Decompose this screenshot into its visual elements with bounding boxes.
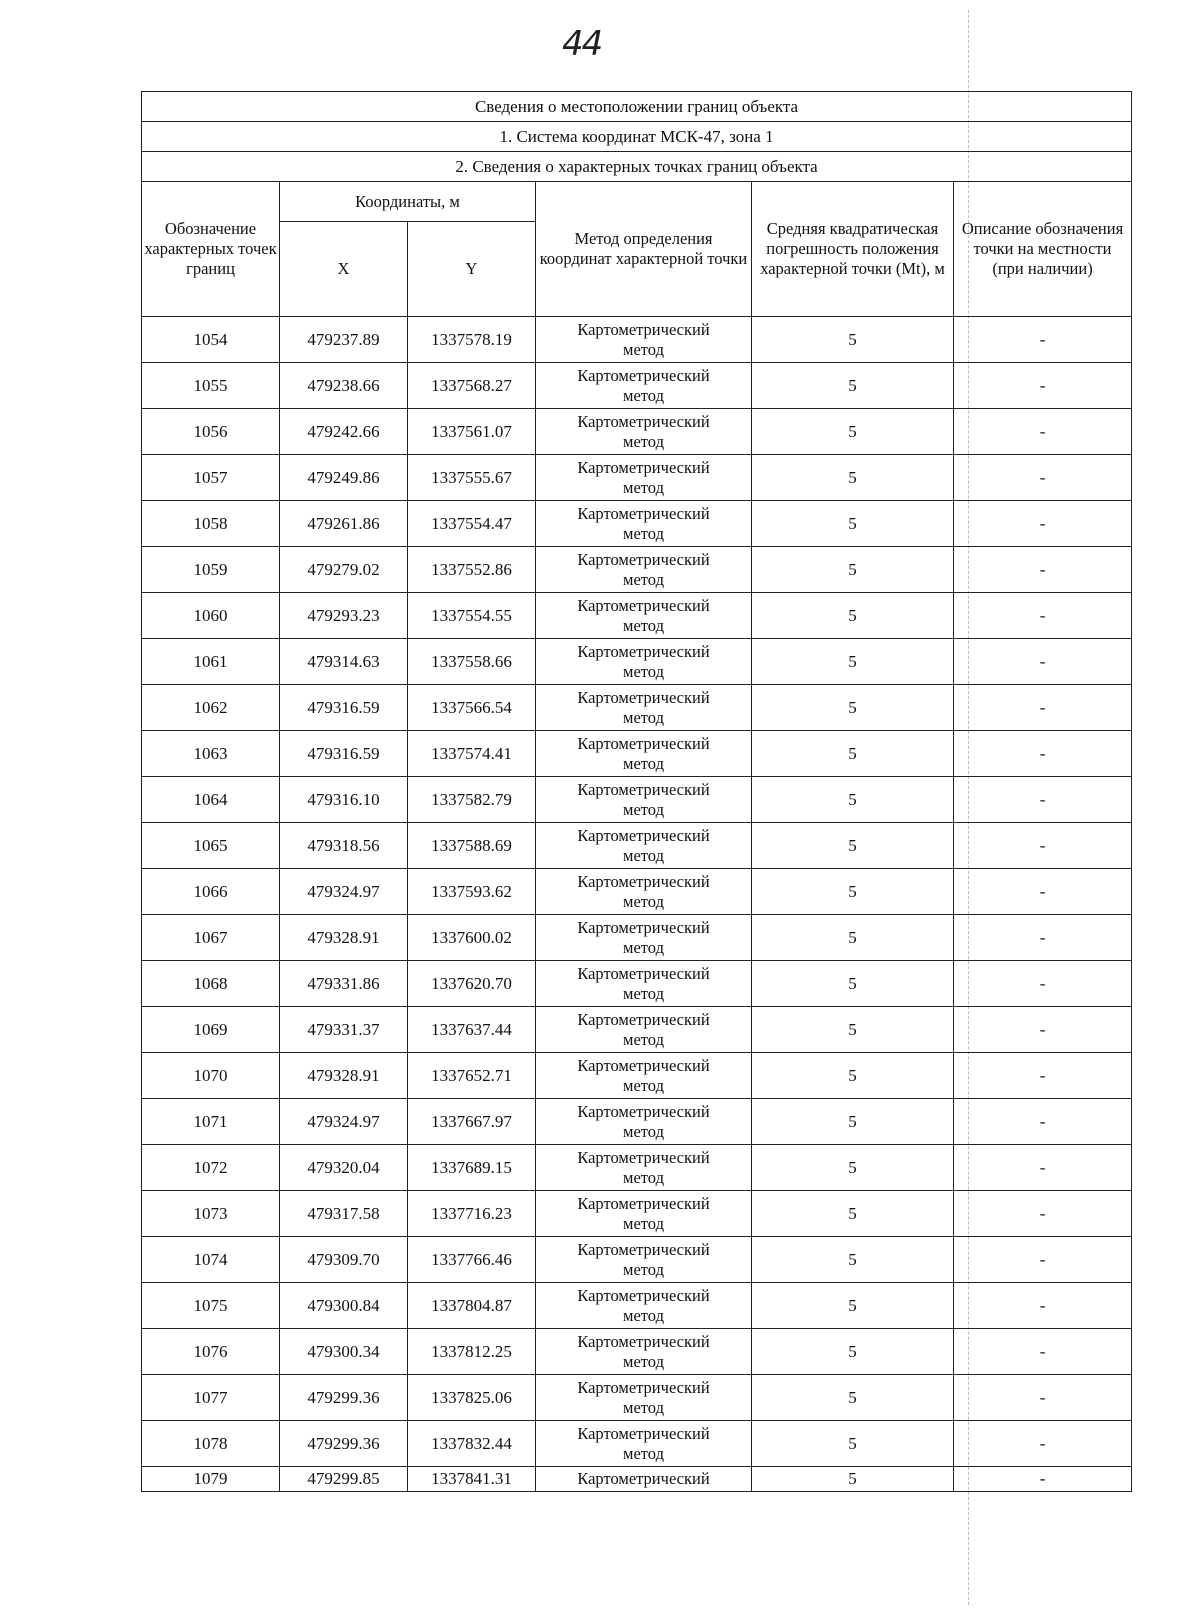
table-row <box>142 1099 1132 1145</box>
method-line-2: метод <box>623 1351 664 1371</box>
cell-method <box>536 823 752 869</box>
cell-error: 5 <box>752 961 954 1007</box>
cell-error: 5 <box>752 1375 954 1421</box>
cell-error: 5 <box>752 317 954 363</box>
cell-point-id: 1059 <box>142 547 280 593</box>
method-line-1: Картометрический <box>577 549 710 569</box>
cell-x: 479316.59 <box>280 685 408 731</box>
cell-description: - <box>954 1053 1132 1099</box>
cell-error: 5 <box>752 869 954 915</box>
cell-point-id: 1073 <box>142 1191 280 1237</box>
cell-error: 5 <box>752 685 954 731</box>
cell-y: 1337554.55 <box>408 593 536 639</box>
cell-description: - <box>954 823 1132 869</box>
table-row <box>142 915 1132 961</box>
method-line-2: метод <box>623 983 664 1003</box>
cell-point-id: 1064 <box>142 777 280 823</box>
cell-method <box>536 639 752 685</box>
cell-x: 479237.89 <box>280 317 408 363</box>
cell-x: 479299.85 <box>280 1467 408 1492</box>
cell-point-id: 1056 <box>142 409 280 455</box>
cell-error: 5 <box>752 547 954 593</box>
cell-x: 479331.86 <box>280 961 408 1007</box>
table-row <box>142 501 1132 547</box>
method-line-2: метод <box>623 707 664 727</box>
cell-point-id: 1069 <box>142 1007 280 1053</box>
table-row <box>142 869 1132 915</box>
table-row <box>142 823 1132 869</box>
cell-y: 1337667.97 <box>408 1099 536 1145</box>
cell-error: 5 <box>752 1191 954 1237</box>
cell-y: 1337825.06 <box>408 1375 536 1421</box>
cell-method <box>536 1099 752 1145</box>
cell-error: 5 <box>752 915 954 961</box>
cell-error: 5 <box>752 1053 954 1099</box>
cell-point-id: 1062 <box>142 685 280 731</box>
cell-y: 1337689.15 <box>408 1145 536 1191</box>
method-line-1: Картометрический <box>577 917 710 937</box>
method-line-2: метод <box>623 753 664 773</box>
cell-error: 5 <box>752 1007 954 1053</box>
cell-description: - <box>954 409 1132 455</box>
cell-x: 479316.59 <box>280 731 408 777</box>
table-row <box>142 777 1132 823</box>
cell-method <box>536 1283 752 1329</box>
cell-description: - <box>954 869 1132 915</box>
method-line-2: метод <box>623 477 664 497</box>
cell-x: 479293.23 <box>280 593 408 639</box>
cell-method <box>536 869 752 915</box>
cell-y: 1337766.46 <box>408 1237 536 1283</box>
cell-point-id: 1057 <box>142 455 280 501</box>
method-line-1: Картометрический <box>577 1101 710 1121</box>
table-row <box>142 1329 1132 1375</box>
cell-point-id: 1075 <box>142 1283 280 1329</box>
header-y: Y <box>408 222 536 317</box>
cell-x: 479299.36 <box>280 1375 408 1421</box>
cell-method <box>536 1375 752 1421</box>
cell-x: 479249.86 <box>280 455 408 501</box>
boundary-points-table <box>141 91 1132 1492</box>
section-title: 2. Сведения о характерных точках границ объекта <box>142 152 1132 182</box>
method-line-1: Картометрический <box>577 1285 710 1305</box>
cell-method <box>536 409 752 455</box>
cell-x: 479318.56 <box>280 823 408 869</box>
cell-description: - <box>954 731 1132 777</box>
cell-description: - <box>954 685 1132 731</box>
method-line-1: Картометрический <box>577 1193 710 1213</box>
method-line-2: метод <box>623 385 664 405</box>
cell-error: 5 <box>752 731 954 777</box>
cell-method <box>536 731 752 777</box>
method-line-2: метод <box>623 799 664 819</box>
method-line-2: метод <box>623 845 664 865</box>
method-line-1: Картометрический <box>577 779 710 799</box>
cell-y: 1337578.19 <box>408 317 536 363</box>
cell-point-id: 1058 <box>142 501 280 547</box>
table-title: Сведения о местоположении границ объекта <box>142 92 1132 122</box>
cell-description: - <box>954 1237 1132 1283</box>
cell-method <box>536 685 752 731</box>
table-row <box>142 961 1132 1007</box>
cell-x: 479299.36 <box>280 1421 408 1467</box>
coordinate-system-title: 1. Система координат МСК-47, зона 1 <box>142 122 1132 152</box>
cell-x: 479279.02 <box>280 547 408 593</box>
table-row <box>142 1053 1132 1099</box>
cell-y: 1337554.47 <box>408 501 536 547</box>
cell-error: 5 <box>752 593 954 639</box>
table-row <box>142 731 1132 777</box>
method-line-1: Картометрический <box>577 1423 710 1443</box>
method-line-1: Картометрический <box>577 1055 710 1075</box>
cell-x: 479316.10 <box>280 777 408 823</box>
cell-point-id: 1072 <box>142 1145 280 1191</box>
cell-y: 1337652.71 <box>408 1053 536 1099</box>
cell-x: 479242.66 <box>280 409 408 455</box>
cell-method <box>536 1329 752 1375</box>
table-row <box>142 363 1132 409</box>
method-line-1: Картометрический <box>577 871 710 891</box>
cell-description: - <box>954 1421 1132 1467</box>
cell-point-id: 1077 <box>142 1375 280 1421</box>
method-line-1: Картометрический <box>577 1377 710 1397</box>
cell-x: 479324.97 <box>280 1099 408 1145</box>
cell-y: 1337552.86 <box>408 547 536 593</box>
cell-point-id: 1078 <box>142 1421 280 1467</box>
header-error: Средняя квадратическая погрешность положения характерной точки (Mt), м <box>752 182 954 317</box>
table-row <box>142 1237 1132 1283</box>
cell-x: 479238.66 <box>280 363 408 409</box>
method-line-1: Картометрический <box>577 1239 710 1259</box>
header-coordinates: Координаты, м <box>280 182 536 222</box>
cell-x: 479314.63 <box>280 639 408 685</box>
cell-point-id: 1054 <box>142 317 280 363</box>
method-line-2: метод <box>623 569 664 589</box>
method-line-1: Картометрический <box>577 733 710 753</box>
method-line-2: метод <box>623 1443 664 1463</box>
cell-method <box>536 1053 752 1099</box>
method-line-1: Картометрический <box>577 503 710 523</box>
cell-point-id: 1066 <box>142 869 280 915</box>
cell-x: 479300.34 <box>280 1329 408 1375</box>
method-line-2: метод <box>623 1029 664 1049</box>
method-line-2: метод <box>623 891 664 911</box>
cell-description: - <box>954 1099 1132 1145</box>
cell-description: - <box>954 593 1132 639</box>
cell-method <box>536 547 752 593</box>
method-line-2: метод <box>623 1213 664 1233</box>
method-line-2: метод <box>623 661 664 681</box>
method-line-2: метод <box>623 431 664 451</box>
header-description: Описание обозначения точки на местности (при наличии) <box>954 182 1132 317</box>
cell-description: - <box>954 501 1132 547</box>
method-line-1: Картометрический <box>577 1147 710 1167</box>
cell-method <box>536 1145 752 1191</box>
cell-y: 1337832.44 <box>408 1421 536 1467</box>
cell-error: 5 <box>752 1145 954 1191</box>
cell-x: 479320.04 <box>280 1145 408 1191</box>
method-line-2: метод <box>623 1259 664 1279</box>
cell-description: - <box>954 363 1132 409</box>
method-line-1: Картометрический <box>577 963 710 983</box>
table-row <box>142 317 1132 363</box>
cell-y: 1337804.87 <box>408 1283 536 1329</box>
table-row <box>142 1191 1132 1237</box>
page-number: 44 <box>562 24 602 64</box>
method-line-2: метод <box>623 1397 664 1417</box>
cell-method <box>536 777 752 823</box>
cell-point-id: 1067 <box>142 915 280 961</box>
table-row <box>142 1467 1132 1492</box>
cell-description: - <box>954 1375 1132 1421</box>
cell-description: - <box>954 777 1132 823</box>
cell-method <box>536 1191 752 1237</box>
method-line-1: Картометрический <box>577 411 710 431</box>
cell-description: - <box>954 1467 1132 1492</box>
method-line-1: Картометрический <box>577 457 710 477</box>
method-line-1: Картометрический <box>577 365 710 385</box>
cell-point-id: 1070 <box>142 1053 280 1099</box>
method-line-1: Картометрический <box>577 319 710 339</box>
table-row <box>142 1283 1132 1329</box>
cell-method <box>536 915 752 961</box>
cell-method <box>536 1421 752 1467</box>
cell-method <box>536 1237 752 1283</box>
cell-point-id: 1063 <box>142 731 280 777</box>
cell-point-id: 1055 <box>142 363 280 409</box>
cell-y: 1337555.67 <box>408 455 536 501</box>
cell-description: - <box>954 639 1132 685</box>
table-row <box>142 409 1132 455</box>
method-line-2: метод <box>623 937 664 957</box>
cell-y: 1337593.62 <box>408 869 536 915</box>
method-line-2: метод <box>623 1121 664 1141</box>
cell-error: 5 <box>752 1329 954 1375</box>
cell-x: 479261.86 <box>280 501 408 547</box>
cell-y: 1337716.23 <box>408 1191 536 1237</box>
cell-y: 1337620.70 <box>408 961 536 1007</box>
cell-error: 5 <box>752 1237 954 1283</box>
cell-method <box>536 1467 752 1492</box>
method-line-1: Картометрический <box>577 1331 710 1351</box>
cell-error: 5 <box>752 409 954 455</box>
cell-description: - <box>954 547 1132 593</box>
cell-y: 1337582.79 <box>408 777 536 823</box>
cell-x: 479328.91 <box>280 915 408 961</box>
method-line-1: Картометрический <box>577 1009 710 1029</box>
cell-error: 5 <box>752 363 954 409</box>
cell-y: 1337841.31 <box>408 1467 536 1492</box>
cell-description: - <box>954 961 1132 1007</box>
cell-y: 1337574.41 <box>408 731 536 777</box>
cell-error: 5 <box>752 1283 954 1329</box>
header-point-id: Обозначение характерных точек границ <box>142 182 280 317</box>
header-method: Метод определения координат характерной точки <box>536 182 752 317</box>
cell-method <box>536 501 752 547</box>
cell-error: 5 <box>752 455 954 501</box>
cell-y: 1337558.66 <box>408 639 536 685</box>
cell-description: - <box>954 1329 1132 1375</box>
method-line-1: Картометрический <box>577 825 710 845</box>
cell-point-id: 1060 <box>142 593 280 639</box>
cell-method <box>536 455 752 501</box>
table-row <box>142 639 1132 685</box>
cell-method <box>536 363 752 409</box>
method-line-2: метод <box>623 1075 664 1095</box>
cell-y: 1337568.27 <box>408 363 536 409</box>
table-row <box>142 1145 1132 1191</box>
cell-error: 5 <box>752 501 954 547</box>
table-row <box>142 1421 1132 1467</box>
cell-point-id: 1074 <box>142 1237 280 1283</box>
method-line-1: Картометрический <box>577 1469 710 1488</box>
cell-point-id: 1071 <box>142 1099 280 1145</box>
cell-point-id: 1065 <box>142 823 280 869</box>
method-line-2: метод <box>623 1167 664 1187</box>
cell-description: - <box>954 915 1132 961</box>
table-row <box>142 1007 1132 1053</box>
cell-description: - <box>954 455 1132 501</box>
cell-description: - <box>954 1191 1132 1237</box>
cell-y: 1337812.25 <box>408 1329 536 1375</box>
cell-error: 5 <box>752 1467 954 1492</box>
cell-method <box>536 593 752 639</box>
cell-error: 5 <box>752 1421 954 1467</box>
cell-x: 479324.97 <box>280 869 408 915</box>
method-line-1: Картометрический <box>577 595 710 615</box>
cell-y: 1337561.07 <box>408 409 536 455</box>
cell-method <box>536 317 752 363</box>
cell-y: 1337600.02 <box>408 915 536 961</box>
cell-x: 479317.58 <box>280 1191 408 1237</box>
cell-x: 479328.91 <box>280 1053 408 1099</box>
cell-description: - <box>954 1145 1132 1191</box>
method-line-2: метод <box>623 615 664 635</box>
table-row <box>142 455 1132 501</box>
cell-y: 1337637.44 <box>408 1007 536 1053</box>
method-line-2: метод <box>623 1305 664 1325</box>
cell-y: 1337566.54 <box>408 685 536 731</box>
cell-y: 1337588.69 <box>408 823 536 869</box>
method-line-2: метод <box>623 339 664 359</box>
cell-description: - <box>954 1007 1132 1053</box>
table-row <box>142 1375 1132 1421</box>
cell-description: - <box>954 317 1132 363</box>
cell-x: 479309.70 <box>280 1237 408 1283</box>
method-line-1: Картометрический <box>577 641 710 661</box>
cell-method <box>536 1007 752 1053</box>
cell-x: 479300.84 <box>280 1283 408 1329</box>
cell-error: 5 <box>752 1099 954 1145</box>
cell-method <box>536 961 752 1007</box>
cell-point-id: 1061 <box>142 639 280 685</box>
cell-error: 5 <box>752 639 954 685</box>
table-row <box>142 593 1132 639</box>
cell-point-id: 1079 <box>142 1467 280 1492</box>
cell-description: - <box>954 1283 1132 1329</box>
cell-x: 479331.37 <box>280 1007 408 1053</box>
method-line-2: метод <box>623 523 664 543</box>
table-body <box>142 317 1132 1492</box>
header-x: X <box>280 222 408 317</box>
cell-error: 5 <box>752 777 954 823</box>
cell-point-id: 1076 <box>142 1329 280 1375</box>
table-row <box>142 685 1132 731</box>
cell-point-id: 1068 <box>142 961 280 1007</box>
cell-error: 5 <box>752 823 954 869</box>
table-row <box>142 547 1132 593</box>
method-line-1: Картометрический <box>577 687 710 707</box>
